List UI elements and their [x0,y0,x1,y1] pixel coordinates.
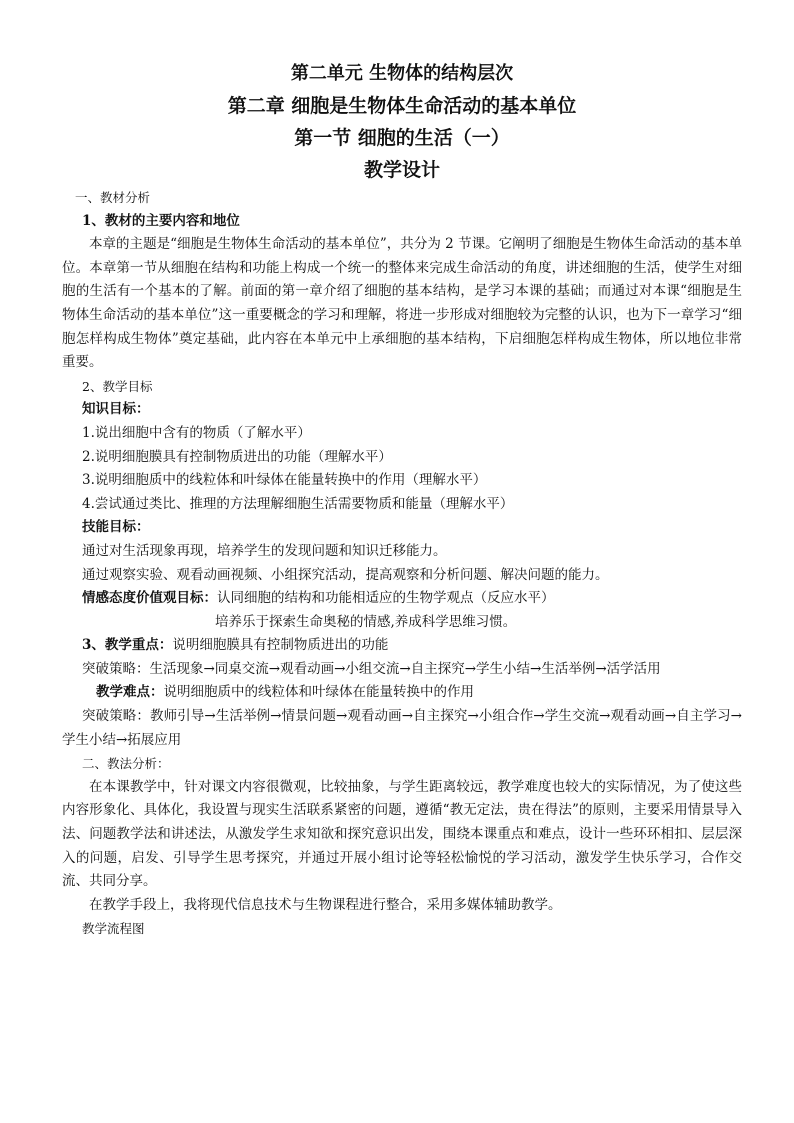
content-paragraph: 本章的主题是“细胞是生物体生命活动的基本单位”，共分为 2 节课。它阐明了细胞是生物体生命活动的基本单位。本章第一节从细胞在结构和功能上构成一个统一的整体来完成生命活动的角度，讲述细胞的生活，使学生对细胞的生活有一个基本的了解。前面的第一章介绍了细胞的基本结构，是学习本课的基础；而通过对本课“细胞是生物体生命活动的基本单位”这一重要概念的学习和理解，将进一步形成对细胞较为完整的认识，也为下一章学习“细胞怎样构成生物体”奠定基础，此内容在本单元中上承细胞的基本结构，下启细胞怎样构成生物体，所以地位非常重要。 [62,236,742,371]
emotion-goal-2: 培养乐于探索生命奥秘的情感,养成科学思维习惯。 [215,613,517,630]
subheading-content: 1、教材的主要内容和地位 [82,212,240,229]
section-title: 第一节 细胞的生活（一） [294,127,510,149]
emotion-goal: 情感态度价值观目标：认同细胞的结构和功能相适应的生物学观点（反应水平） [82,590,555,607]
key-point: 3、教学重点：说明细胞膜具有控制物质进出的功能 [82,637,389,654]
section2-heading: 二、教法分析： [82,756,170,772]
document-page [62,58,742,941]
method-paragraph: 在本课教学中，针对课文内容很微观，比较抽象，与学生距离较远，教学难度也较大的实际情况，为了使这些内容形象化、具体化，我设置与现实生活联系紧密的问题，遵循“教无定法，贵在得法”的原则，主要采用情景导入法、问题教学法和讲述法，从激发学生求知欲和探究意识出发，围绕本课重点和难点，设计一些环环相扣、层层深入的问题，启发、引导学生思考探究，并通过开展小组讨论等轻松愉悦的学习活动，激发学生快乐学习，合作交流、共同分享。 [62,778,742,890]
skill-item: 通过对生活现象再现，培养学生的发现问题和知识迁移能力。 [82,542,447,559]
difficulty-strategy: 突破策略：教师引导→生活举例→情景问题→观看动画→自主探究→小组合作→学生交流→观看动画→自主学习→学生小结→拓展应用 [62,708,742,748]
key-strategy: 突破策略：生活现象→同桌交流→观看动画→小组交流→自主探究→学生小结→生活举例→活学活用 [82,660,661,677]
means-paragraph: 在教学手段上，我将现代信息技术与生物课程进行整合，采用多媒体辅助教学。 [89,896,562,913]
skill-label: 技能目标： [82,519,150,536]
knowledge-item: 1.说出细胞中含有的物质（了解水平） [82,424,311,441]
chapter-title: 第二章 细胞是生物体生命活动的基本单位 [227,95,577,117]
design-title: 教学设计 [363,159,440,181]
difficulty-point: 教学难点：说明细胞质中的线粒体和叶绿体在能量转换中的作用 [96,684,474,701]
knowledge-label: 知识目标： [82,401,150,418]
unit-title: 第二单元 生物体的结构层次 [290,63,514,84]
skill-item: 通过观察实验、观看动画视频、小组探究活动，提高观察和分析问题、解决问题的能力。 [82,566,609,583]
knowledge-item: 4.尝试通过类比、推理的方法理解细胞生活需要物质和能量（理解水平） [82,495,514,512]
section1-heading: 一、教材分析 [75,190,151,205]
flowchart-label: 教学流程图 [82,921,145,937]
knowledge-item: 2.说明细胞膜具有控制物质进出的功能（理解水平） [82,448,392,465]
knowledge-item: 3.说明细胞质中的线粒体和叶绿体在能量转换中的作用（理解水平） [82,472,487,489]
subheading-goals: 2、教学目标 [82,378,153,394]
